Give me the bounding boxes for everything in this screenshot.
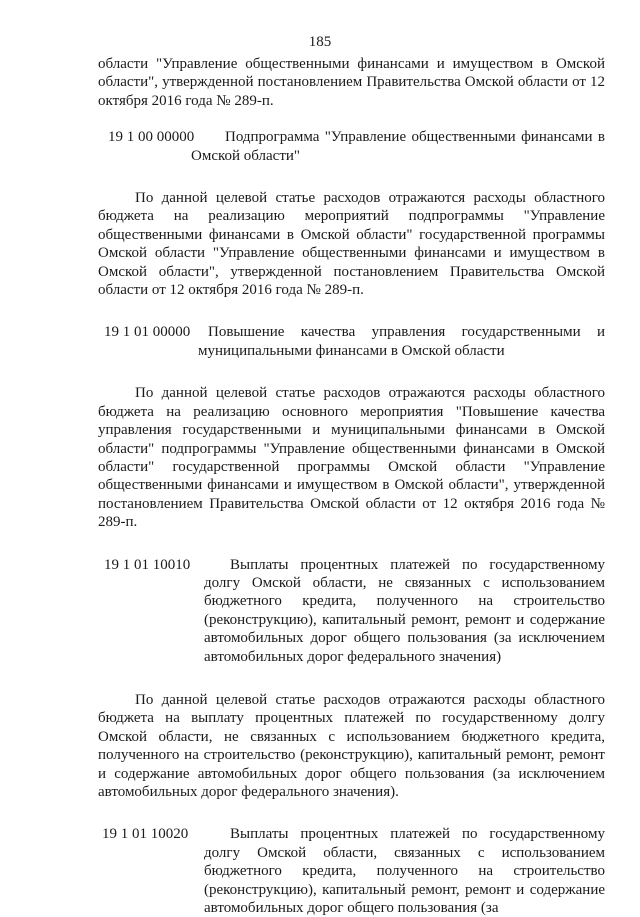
page-number: 185 [308,34,332,50]
body-paragraph: По данной целевой статье расходов отражаются расходы областного бюджета на выплату процентных платежей по государственному долгу Омской области, не связанных с использованием бюджетного кредита, полученного на строительство (реконструкцию), капитальный ремонт, ремонт и содержание автомобильных дорог общего пользования (за исключением автомобильных дорог федерального значения). [98,691,605,800]
budget-code: 19 1 01 10010 [104,556,191,573]
body-paragraph: По данной целевой статье расходов отражаются расходы областного бюджета на реализацию основного мероприятия "Повышение качества управления государственными и муниципальными финансами в Омской области" подпрограммы "Управление общественными финансами в Омской области" государственной программы Омской области "Управление общественными финансами и имуществом в Омской области", утвержденной постановлением Правительства Омской области от 12 октября 2016 года № 289-п. [98,385,605,531]
budget-code: 19 1 00 00000 [108,129,195,146]
body-paragraph: По данной целевой статье расходов отражаются расходы областного бюджета на реализацию мероприятий подпрограммы "Управление общественными финансами в Омской области" государственной программы Омской области "Управление общественными финансами и имуществом в Омской области", утвержденной постановлением Правительства Омской области от 12 октября 2016 года № 289-п. [98,190,605,299]
budget-code-entry [98,825,605,917]
budget-code-title: Выплаты процентных платежей по государственному долгу Омской области, связанных с использованием бюджетного кредита, полученного на строительство (реконструкцию), капитальный ремонт, ремонт и содержание автомобильных дорог общего пользования (за [204,826,605,917]
document-body [98,55,605,917]
budget-code-entry [98,323,605,360]
budget-code: 19 1 01 10020 [102,826,189,843]
budget-code-title: Выплаты процентных платежей по государственному долгу Омской области, не связанных с использованием бюджетного кредита, полученного на строительство (реконструкцию), капитальный ремонт, ремонт и содержание автомобильных дорог общего пользования (за исключением автомобильных дорог федерального значения) [204,556,605,665]
budget-code-entry [98,556,605,666]
budget-code-title: Повышение качества управления государственными и муниципальными финансами в Омской области [198,324,605,359]
budget-code-entry [98,128,605,165]
budget-code: 19 1 01 00000 [104,324,191,341]
budget-code-title: Подпрограмма "Управление общественными финансами в Омской области" [191,129,605,164]
continued-paragraph: области "Управление общественными финансами и имуществом в Омской области", утвержденной постановлением Правительства Омской области от 12 октября 2016 года № 289-п. [98,56,605,109]
